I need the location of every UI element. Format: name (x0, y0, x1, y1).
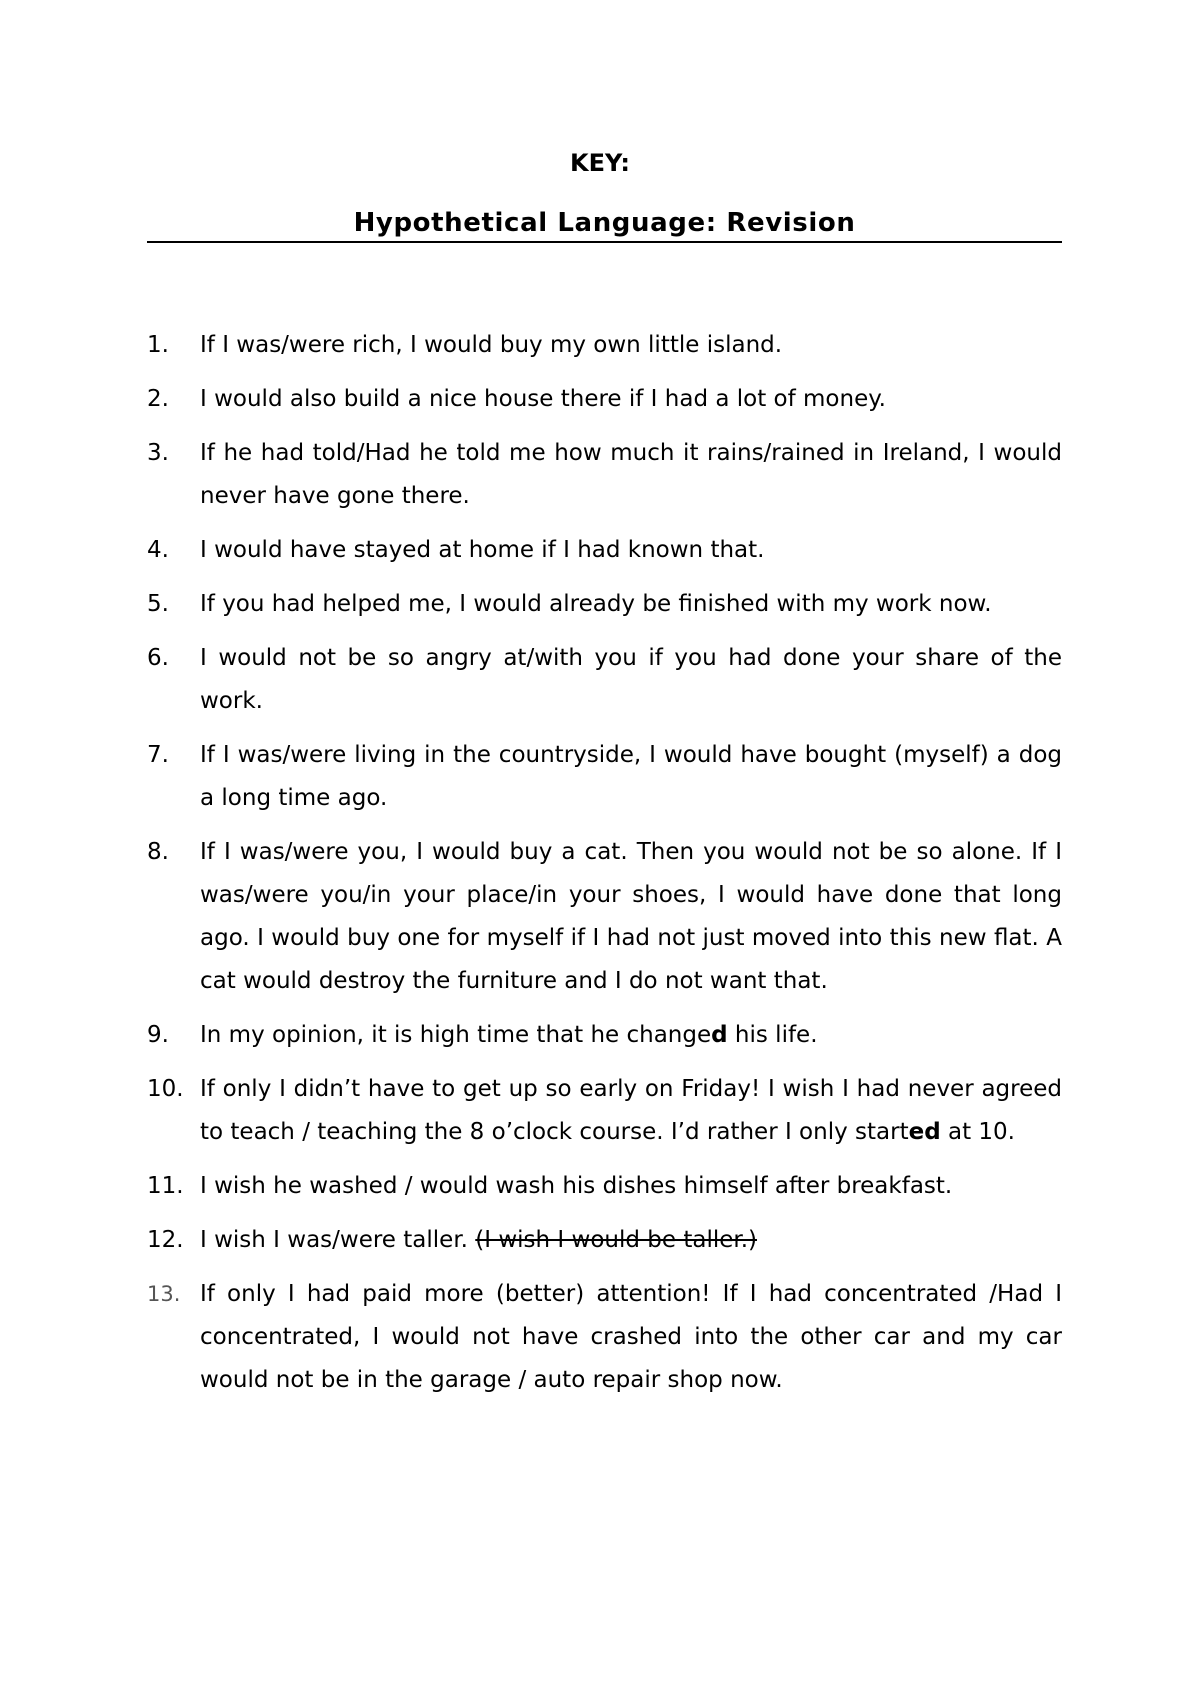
emphasized-ending: d (711, 1022, 728, 1048)
item-text-part: at 10. (940, 1119, 1015, 1145)
list-item (147, 734, 1062, 820)
item-text: If he had told/Had he told me how much it rains/rained in Ireland, I would never have gone there. (200, 440, 1062, 509)
item-text (200, 1022, 818, 1048)
title-underline (147, 241, 1062, 243)
struck-through-text: (I wish I would be taller.) (475, 1227, 758, 1253)
item-number: 12. (147, 1227, 184, 1253)
item-number: 7. (147, 742, 169, 768)
item-text: I would not be so angry at/with you if you had done your share of the work. (200, 645, 1062, 714)
list-item (147, 432, 1062, 518)
list-item (147, 1165, 1062, 1208)
list-item (147, 1068, 1062, 1154)
list-item (147, 1014, 1062, 1057)
list-item (147, 637, 1062, 723)
list-item (147, 1273, 1062, 1402)
item-text (200, 1227, 757, 1253)
item-text: If I was/were you, I would buy a cat. Then you would not be so alone. If I was/were you/in your place/in your shoes, I would have done that long ago. I would buy one for myself if I had not just moved into this new flat. A cat would destroy the furniture and I do not want that. (200, 839, 1062, 994)
list-item (147, 831, 1062, 1003)
item-number: 8. (147, 839, 169, 865)
item-number: 9. (147, 1022, 169, 1048)
page-title: Hypothetical Language: Revision (353, 208, 856, 238)
list-item (147, 583, 1062, 626)
item-text: If you had helped me, I would already be finished with my work now. (200, 591, 992, 617)
item-number: 2. (147, 386, 169, 412)
key-heading: KEY: (570, 149, 630, 177)
item-number: 11. (147, 1173, 184, 1199)
item-text-part: I wish I was/were taller. (200, 1227, 476, 1253)
item-text (200, 1076, 1062, 1145)
item-number: 10. (147, 1076, 184, 1102)
answer-list (147, 324, 1062, 1413)
item-text-part: If only I didn’t have to get up so early on Friday! I wish I had never agreed to teach / teaching the 8 o’clock course. I’d rather I only start (200, 1076, 1062, 1145)
item-number: 4. (147, 537, 169, 563)
list-item (147, 1219, 1062, 1262)
list-item (147, 529, 1062, 572)
item-text: If only I had paid more (better) attention! If I had concentrated /Had I concentrated, I would not have crashed into the other car and my car would not be in the garage / auto repair shop now. (200, 1281, 1062, 1393)
item-text-part: In my opinion, it is high time that he change (200, 1022, 712, 1048)
item-text: I would have stayed at home if I had known that. (200, 537, 765, 563)
item-text: If I was/were living in the countryside, I would have bought (myself) a dog a long time ago. (200, 742, 1062, 811)
list-item (147, 378, 1062, 421)
item-text: I wish he washed / would wash his dishes himself after breakfast. (200, 1173, 953, 1199)
item-text-part: his life. (727, 1022, 818, 1048)
list-item (147, 324, 1062, 367)
emphasized-ending: ed (908, 1119, 941, 1145)
item-text: If I was/were rich, I would buy my own little island. (200, 332, 783, 358)
item-text: I would also build a nice house there if I had a lot of money. (200, 386, 886, 412)
item-number: 5. (147, 591, 169, 617)
item-number: 13. (147, 1282, 181, 1306)
item-number: 1. (147, 332, 169, 358)
item-number: 6. (147, 645, 169, 671)
item-number: 3. (147, 440, 169, 466)
